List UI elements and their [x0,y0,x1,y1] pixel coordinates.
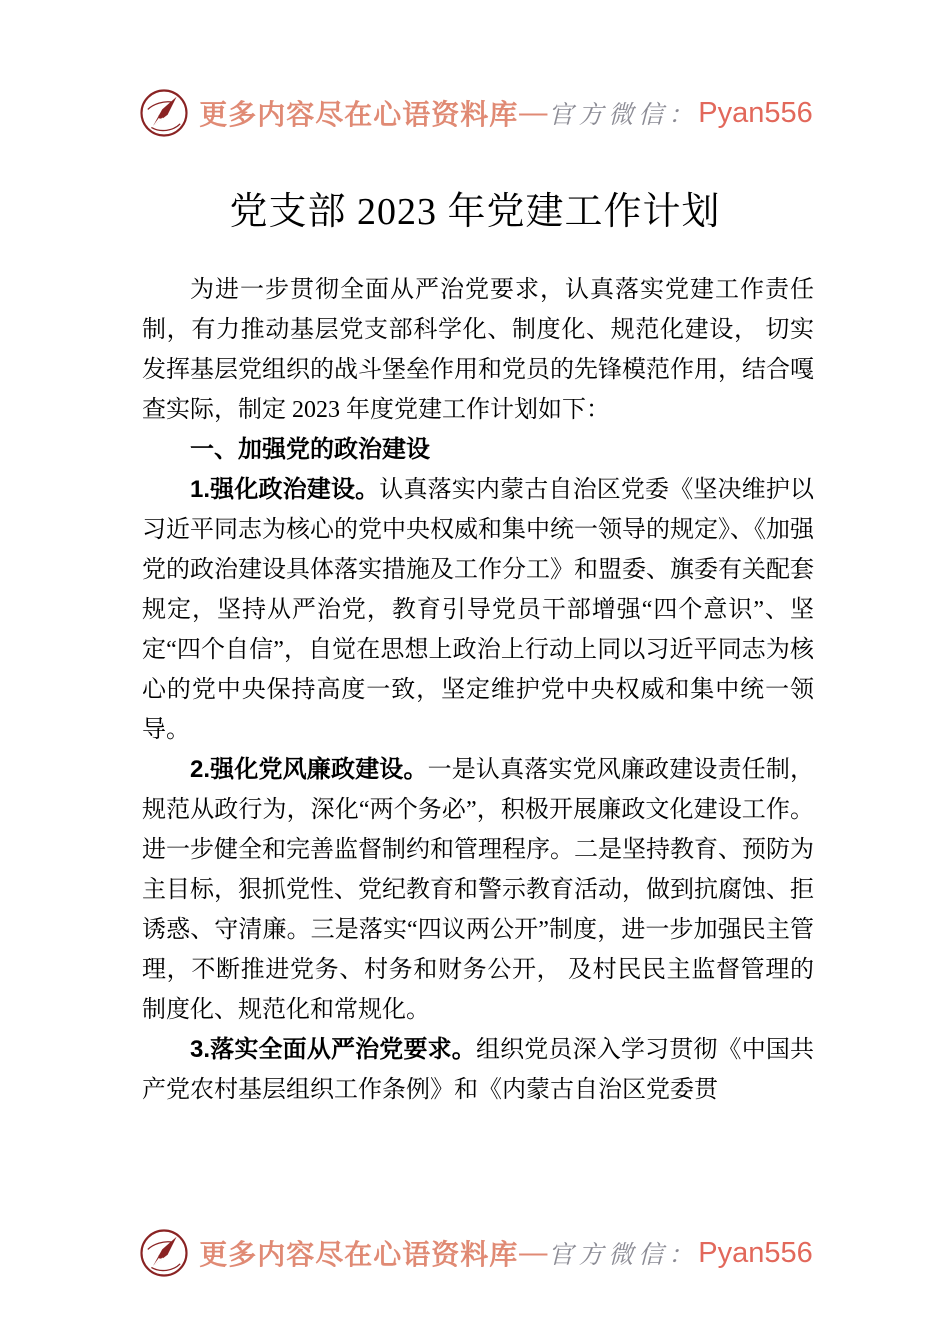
body-paragraph [142,270,814,430]
watermark-wechat-label: 官方微信： [548,1240,699,1269]
watermark-brand-text: 更多内容尽在心语资料库 [199,100,519,131]
paragraph-lead-in: 3.落实全面从严治党要求。 [190,1036,476,1063]
paragraph-text: 为进一步贯彻全面从严治党要求，认真落实党建工作责任制，有力推动基层党支部科学化、制度化、规范化建设， 切实发挥基层党组织的战斗堡垒作用和党员的先锋模范作用，结合嘎查实际，制定 2023 年度党建工作计划如下： [142,277,814,423]
pen-seal-logo-icon [137,1226,191,1280]
paragraph-text: 认真落实内蒙古自治区党委《坚决维护以习近平同志为核心的党中央权威和集中统一领导的规定》、《加强党的政治建设具体落实措施及工作分工》和盟委、旗委有关配套规定，坚持从严治党，教育引导党员干部增强“四个意识”、坚定“四个自信”，自觉在思想上政治上行动上同以习近平同志为核心的党中央保持高度一致，坚定维护党中央权威和集中统一领导。 [142,477,815,743]
header-watermark [0,86,950,140]
body-paragraph [142,470,814,750]
body-paragraph [142,1030,814,1110]
watermark-wechat-label: 官方微信： [548,100,699,129]
section-heading [142,430,814,470]
paragraph-lead-in: 一、加强党的政治建设 [190,436,430,463]
watermark-wechat-id: Pyan556 [698,1236,813,1269]
paragraph-lead-in: 1.强化政治建设。 [190,476,380,503]
document-title: 党支部 2023 年党建工作计划 [229,191,721,233]
watermark-dash: — [519,97,548,128]
watermark-wechat-id: Pyan556 [698,96,813,129]
watermark-dash: — [519,1237,548,1268]
paragraph-lead-in: 2.强化党风廉政建设。 [190,756,428,783]
watermark-brand-text: 更多内容尽在心语资料库 [199,1240,519,1271]
paragraph-text: 组织党员深入学习贯彻《中国共产党农村基层组织工作条例》和《内蒙古自治区党委贯 [142,1037,815,1103]
body-paragraph [142,750,814,1030]
paragraph-text: 一是认真落实党风廉政建设责任制，规范从政行为，深化“两个务必”，积极开展廉政文化建设工作。进一步健全和完善监督制约和管理程序。二是坚持教育、预防为主目标，狠抓党性、党纪教育和警示教育活动，做到抗腐蚀、拒诱惑、守清廉。三是落实“四议两公开”制度，进一步加强民主管理，不断推进党务、村务和财务公开， 及村民民主监督管理的制度化、规范化和常规化。 [142,757,814,1023]
pen-seal-logo-icon [137,86,191,140]
document-body [142,270,814,1110]
footer-watermark [0,1226,950,1280]
